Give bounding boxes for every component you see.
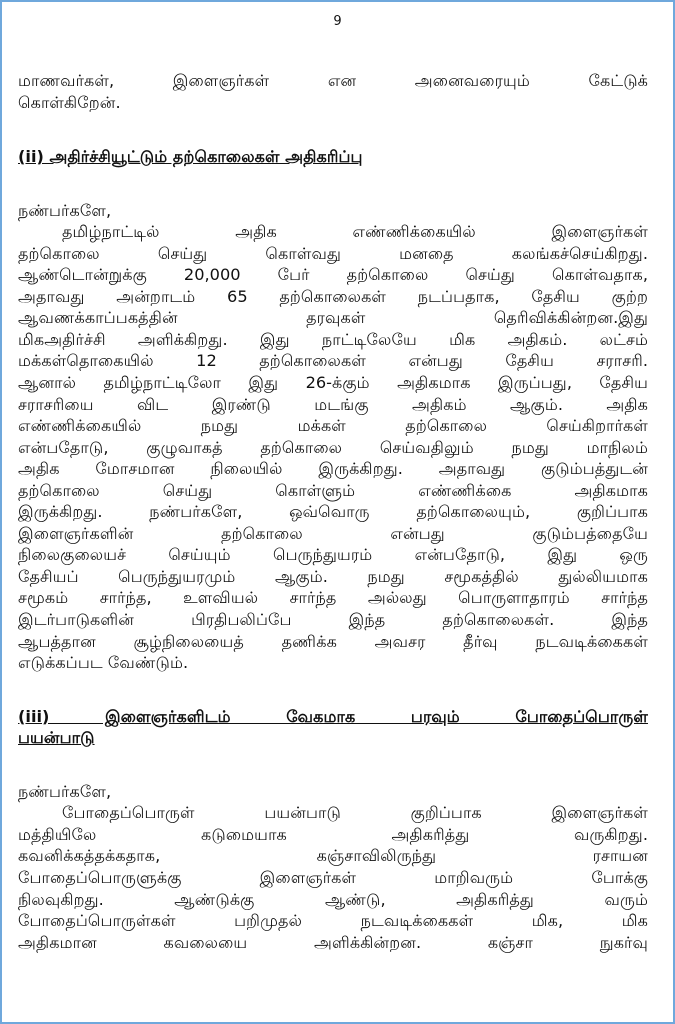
paragraph-ii-line: எடுக்கப்பட வேண்டும். [18,653,189,673]
paragraph-ii [18,221,648,673]
section-heading-iii-cont [18,727,648,749]
intro-line-2: கொள்கிறேன். [18,92,121,112]
section-heading-ii [18,146,648,168]
paragraph-ii-line: இருக்கிறது. நண்பர்களே, ஒவ்வொரு தற்கொலையும், குறிப்பாக [18,502,648,522]
paragraph-iii-line: நிலவுகிறது. ஆண்டுக்கு ஆண்டு, அதிகரித்து வரும் [18,889,648,909]
salutation-ii: நண்பர்களே, [18,200,112,220]
paragraph-ii-line: அதாவது அன்றாடம் 65 தற்கொலைகள் நடப்பதாக, தேசிய குற்ற [18,286,648,306]
paragraph-iii-line: மத்தியிலே கடுமையாக அதிகரித்து வருகிறது. [18,824,648,844]
section-heading-iii-line-2: பயன்பாடு [18,728,95,748]
paragraph-ii-line: நிலைகுலையச் செய்யும் பெருந்துயரம் என்பதோடு, இது ஒரு [18,545,648,565]
paragraph-ii-line: ஆனால் தமிழ்நாட்டிலோ இது 26-க்கும் அதிகமாக இருப்பது, தேசிய [18,373,648,393]
intro-line-1: மாணவர்கள், இளைஞர்கள் என அனைவரையும் கேட்டுக் [18,71,648,90]
section-heading-ii-text: (ii) அதிர்ச்சியூட்டும் தற்கொலைகள் அதிகரிப்பு [18,147,363,167]
paragraph-iii-line: போதைப்பொருள் பயன்பாடு குறிப்பாக இளைஞர்கள் [62,803,648,823]
paragraph-ii-line: ஆவணக்காப்பகத்தின் தரவுகள் தெரிவிக்கின்றன.இது [18,308,648,328]
paragraph-ii-line: எண்ணிக்கையில் நமது மக்கள் தற்கொலை செய்கிறார்கள் [18,416,648,436]
paragraph-ii-line: ஆண்டொன்றுக்கு 20,000 பேர் தற்கொலை செய்து கொள்வதாக, [18,265,648,285]
paragraph-ii-line: இடர்பாடுகளின் பிரதிபலிப்பே இந்த தற்கொலைகள். இந்த [18,610,648,630]
paragraph-ii-line: மக்கள்தொகையில் 12 தற்கொலைகள் என்பது தேசிய சராசரி. [18,351,648,371]
paragraph-ii-line: தமிழ்நாட்டில் அதிக எண்ணிக்கையில் இளைஞர்கள் [62,222,648,242]
paragraph-ii-line: தற்கொலை செய்து கொள்ளும் எண்ணிக்கை அதிகமாக [18,480,648,500]
paragraph-ii-line: ஆபத்தான சூழ்நிலையைத் தணிக்க அவசர தீர்வு நடவடிக்கைகள் [18,631,648,651]
paragraph-ii-line: தற்கொலை செய்து கொள்வது மனதை கலங்கச்செய்கிறது. [18,243,648,263]
salutation-iii: நண்பர்களே, [18,781,112,801]
paragraph-ii-line: என்பதோடு, குழுவாகத் தற்கொலை செய்வதிலும் நமது மாநிலம் [18,437,648,457]
section-heading-iii [18,706,648,728]
paragraph-ii-line: அதிக மோசமான நிலையில் இருக்கிறது. அதாவது குடும்பத்துடன் [18,459,648,479]
paragraph-iii-line: கவனிக்கத்தக்கதாக, கஞ்சாவிலிருந்து ரசாயன [18,846,648,866]
page-number: 9 [333,14,342,29]
paragraph-iii-line: அதிகமான கவலையை அளிக்கின்றன. கஞ்சா நுகர்வு [18,932,648,952]
section-heading-iii-line-1: (iii) இளைஞர்களிடம் வேகமாக பரவும் போதைப்பொருள் [18,706,648,726]
document-body [18,70,648,953]
paragraph-iii-line: போதைப்பொருளுக்கு இளைஞர்கள் மாறிவரும் போக்கு [18,867,648,887]
paragraph-ii-line: இளைஞர்களின் தற்கொலை என்பது குடும்பத்தையே [18,523,648,543]
paragraph-ii-line: தேசியப் பெருந்துயரமும் ஆகும். நமது சமூகத்தில் துல்லியமாக [18,566,648,586]
paragraph-iii [18,802,648,953]
paragraph-ii-line: மிகஅதிர்ச்சி அளிக்கிறது. இது நாட்டிலேயே மிக அதிகம். லட்சம் [18,329,648,349]
paragraph-iii-line: போதைப்பொருள்கள் பறிமுதல் நடவடிக்கைகள் மிக, மிக [18,911,648,931]
paragraph-ii-line: சராசரியை விட இரண்டு மடங்கு அதிகம் ஆகும். அதிக [18,394,648,414]
paragraph-ii-line: சமூகம் சார்ந்த, உளவியல் சார்ந்த அல்லது பொருளாதாரம் சார்ந்த [18,588,648,608]
